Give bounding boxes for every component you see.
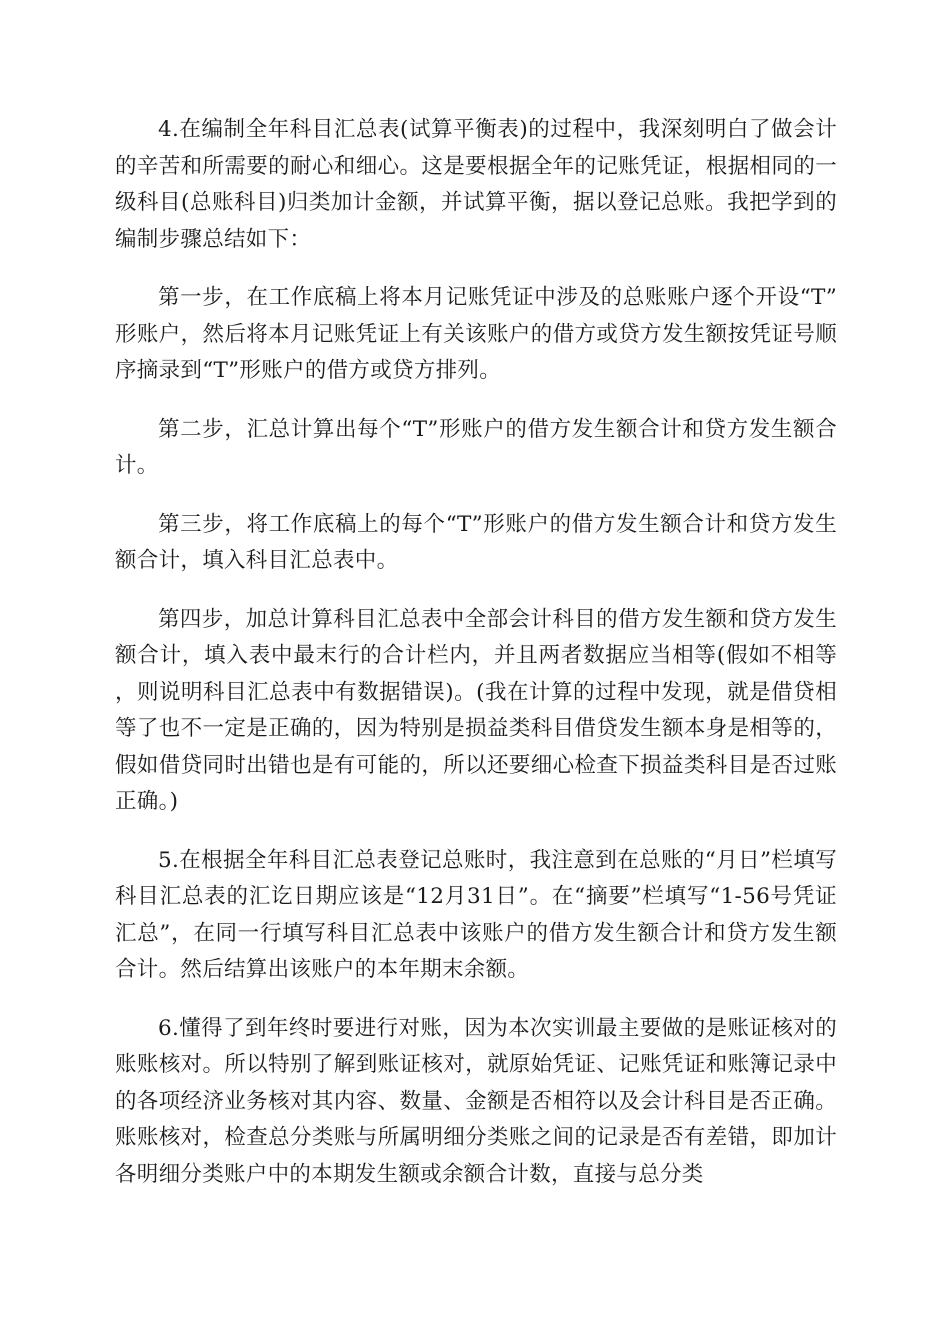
paragraph-step-two: 第二步，汇总计算出每个“T”形账户的借方发生额合计和贷方发生额合计。	[115, 416, 837, 478]
paragraph-step-four: 第四步，加总计算科目汇总表中全部会计科目的借方发生额和贷方发生额合计，填入表中最末行的合计栏内，并且两者数据应当相等(假如不相等，则说明科目汇总表中有数据错误)。(我在计算的过程中发现，就是借贷相等了也不一定是正确的，因为特别是损益类科目借贷发生额本身是相等的，假如借贷同时出错也是有可能的，所以还要细心检查下损益类科目是否过账正确。)	[115, 606, 837, 814]
paragraph-trial-balance-intro: 4.在编制全年科目汇总表(试算平衡表)的过程中，我深刻明白了做会计的辛苦和所需要的耐心和细心。这是要根据全年的记账凭证，根据相同的一级科目(总账科目)归类加计金额，并试算平衡，据以登记总账。我把学到的编制步骤总结如下：	[115, 117, 837, 252]
document-body	[115, 112, 837, 1193]
paragraph-step-three: 第三步，将工作底稿上的每个“T”形账户的借方发生额合计和贷方发生额合计，填入科目汇总表中。	[115, 511, 837, 573]
paragraph-year-end-reconciliation: 6.懂得了到年终时要进行对账，因为本次实训最主要做的是账证核对的账账核对。所以特别了解到账证核对，就原始凭证、记账凭证和账簿记录中的各项经济业务核对其内容、数量、金额是否相符以及会计科目是否正确。账账核对，检查总分类账与所属明细分类账之间的记录是否有差错，即加计各明细分类账户中的本期发生额或余额合计数，直接与总分类	[115, 1015, 837, 1187]
paragraph-general-ledger-posting: 5.在根据全年科目汇总表登记总账时，我注意到在总账的“月日”栏填写科目汇总表的汇讫日期应该是“12月31日”。在“摘要”栏填写“1-56号凭证汇总”，在同一行填写科目汇总表中该账户的借方发生额合计和贷方发生额合计。然后结算出该账户的本年期末余额。	[115, 847, 837, 982]
paragraph-step-one: 第一步，在工作底稿上将本月记账凭证中涉及的总账账户逐个开设“T”形账户，然后将本月记账凭证上有关该账户的借方或贷方发生额按凭证号顺序摘录到“T”形账户的借方或贷方排列。	[115, 285, 837, 383]
